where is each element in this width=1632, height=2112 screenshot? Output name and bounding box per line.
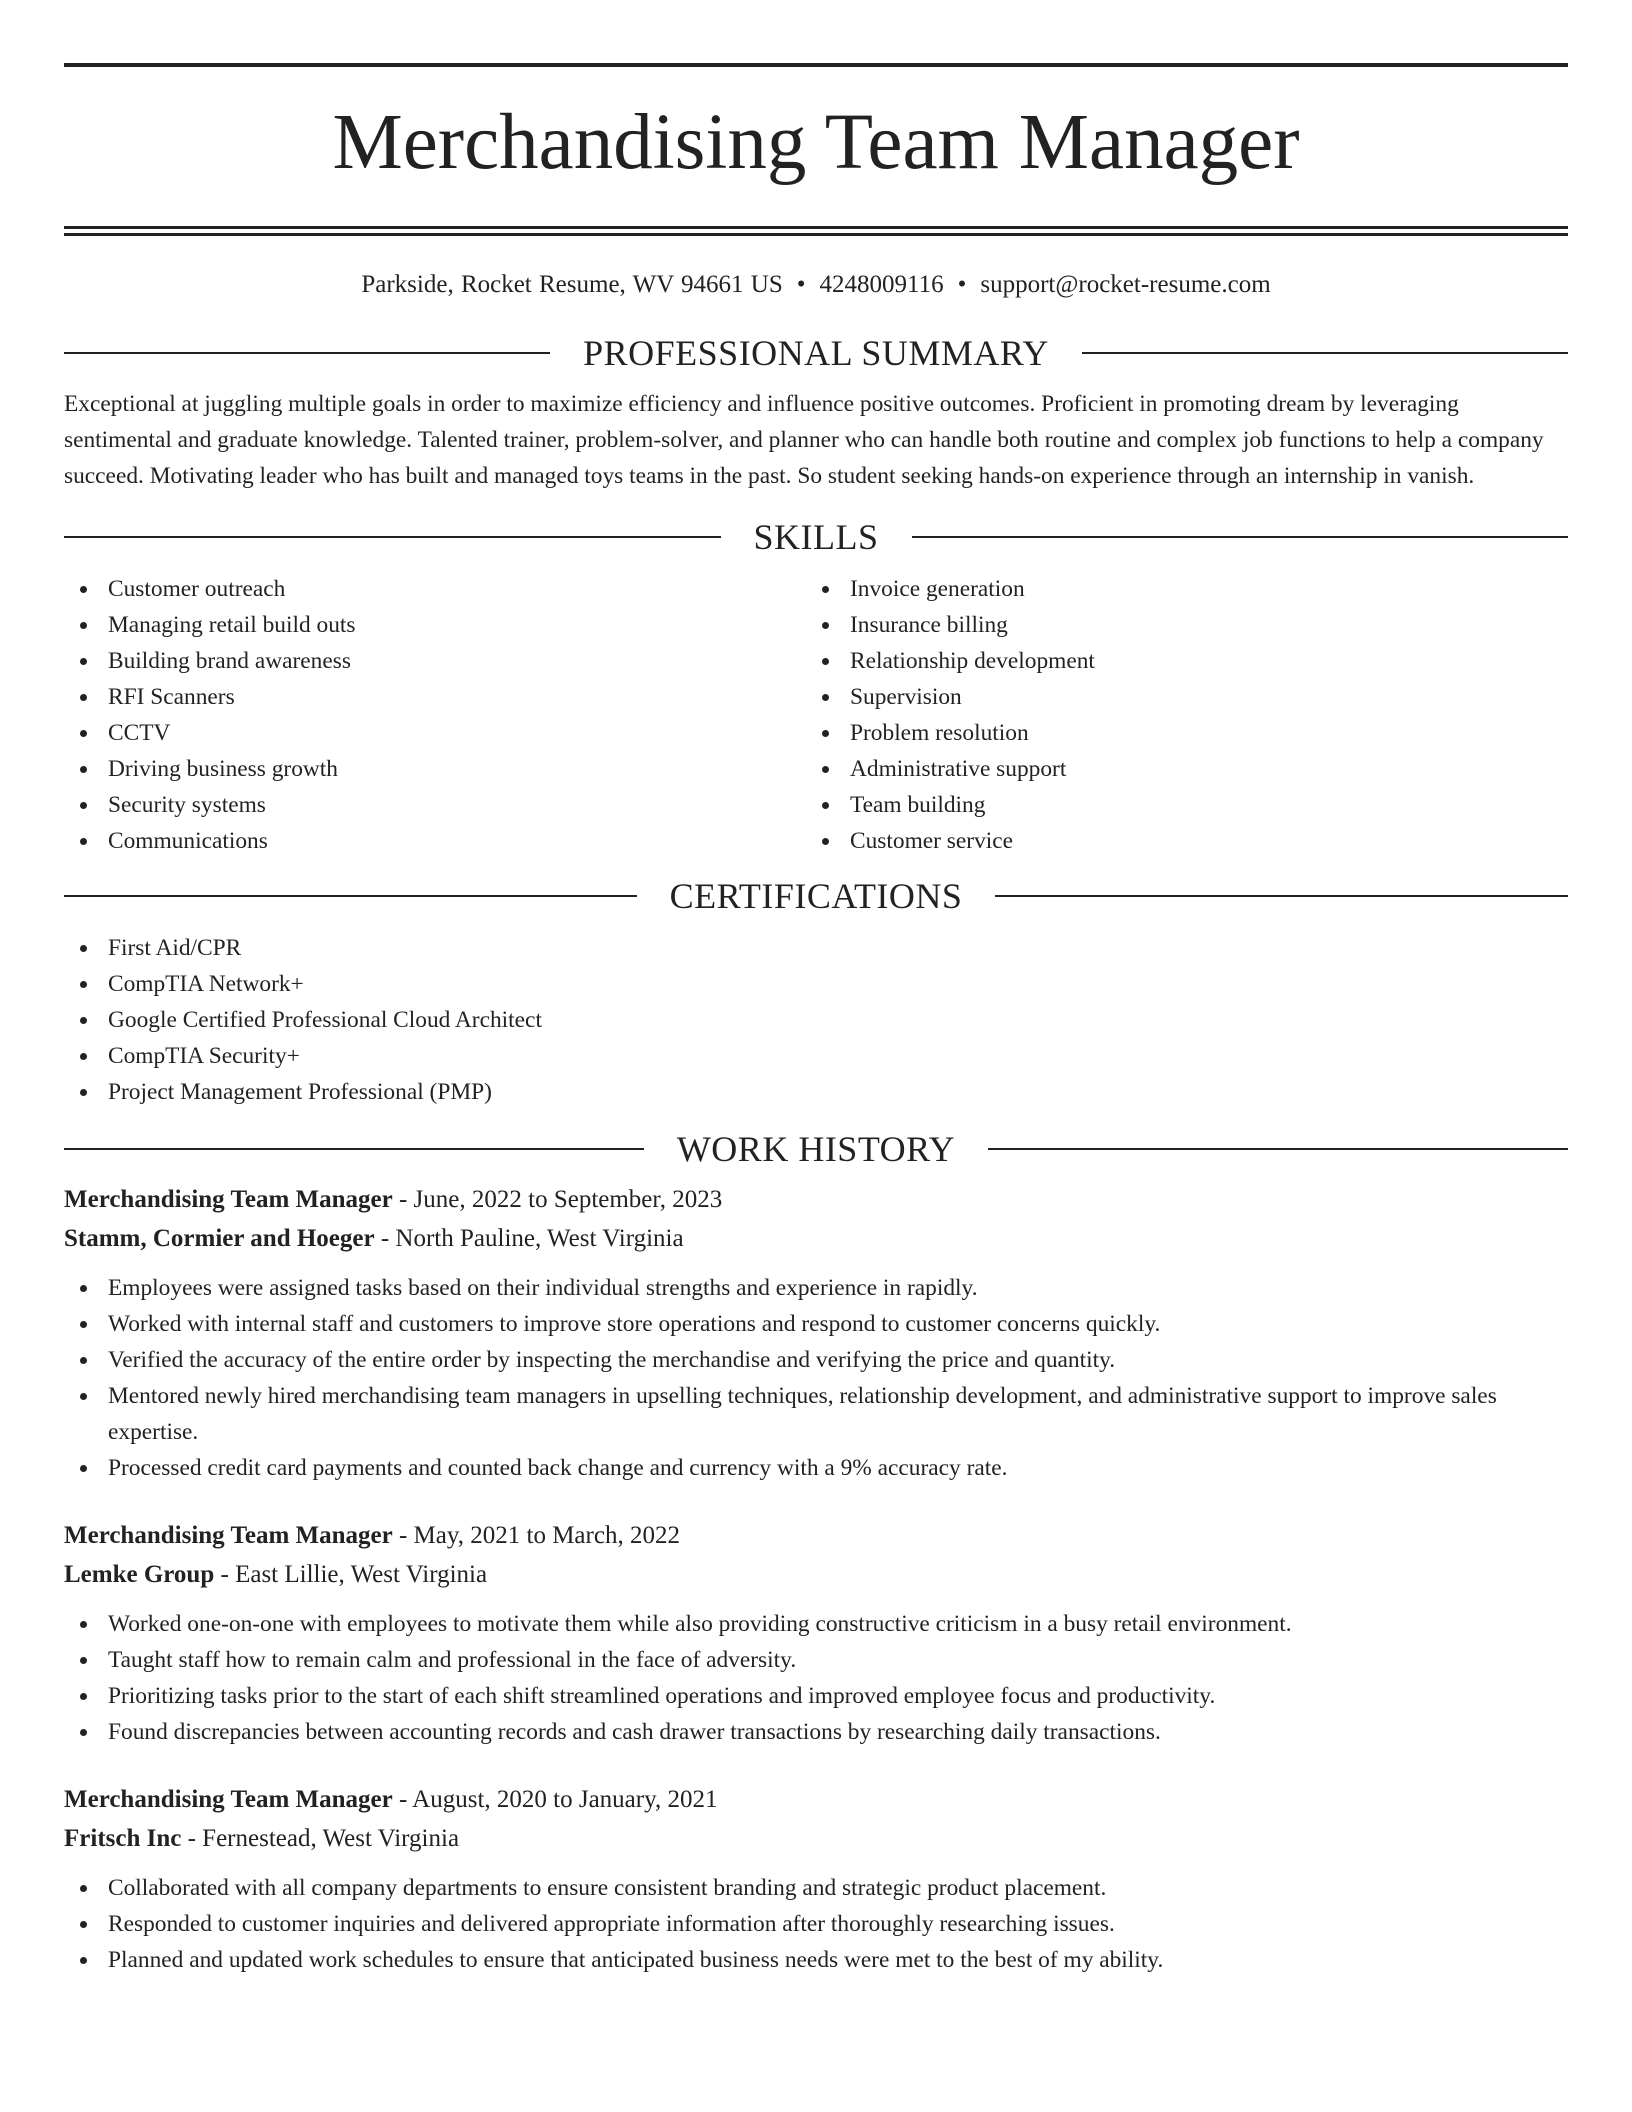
certification-item: Project Management Professional (PMP) [64,1074,1568,1110]
summary-text: Exceptional at juggling multiple goals in order to maximize efficiency and influence positive outcomes. Proficient in promoting dream by leveraging sentimental and graduate knowledge. Talented trainer, problem-solver, and planner who can handle both routine and complex job functions to help a company succeed. Motivating leader who has built and managed toys teams in the past. So student seeking hands-on experience through an internship in vanish. [64,391,1544,489]
job-bullet: Mentored newly hired merchandising team managers in upselling techniques, relationship development, and administrative support to improve sales expertise. [64,1378,1568,1450]
skill-item: Driving business growth [64,751,806,787]
work-heading [64,1128,1568,1170]
resume-name: Merchandising Team Manager [332,99,1300,186]
job-bullets [64,1606,1568,1750]
skill-item: Customer service [806,823,1548,859]
heading-rule [64,895,637,897]
job-location: - North Pauline, West Virginia [374,1225,684,1252]
skill-item: Administrative support [806,751,1548,787]
job-bullet: Prioritizing tasks prior to the start of each shift streamlined operations and improved employee focus and productivity. [64,1678,1568,1714]
summary-title: PROFESSIONAL SUMMARY [583,333,1049,373]
job-entry [64,1780,1568,1978]
skill-item: Relationship development [806,643,1548,679]
job-title-line [64,1516,1568,1555]
job-bullet: Collaborated with all company departments to ensure consistent branding and strategic product placement. [64,1870,1568,1906]
job-title: Merchandising Team Manager [64,1786,393,1813]
job-bullet: Worked with internal staff and customers to improve store operations and respond to customer concerns quickly. [64,1306,1568,1342]
job-title: Merchandising Team Manager [64,1522,393,1549]
certification-item: CompTIA Network+ [64,966,1568,1002]
resume-page [64,0,1568,1978]
heading-rule [64,1148,644,1150]
job-dates: - August, 2020 to January, 2021 [392,1786,718,1813]
heading-rule [1082,352,1568,354]
job-company: Fritsch Inc [64,1825,182,1852]
skill-item: Problem resolution [806,715,1548,751]
skills-title: SKILLS [753,517,879,557]
job-title-line [64,1180,1568,1219]
skill-item: Communications [64,823,806,859]
skill-item: Security systems [64,787,806,823]
skill-item: Invoice generation [806,571,1548,607]
job-company: Lemke Group [64,1561,215,1588]
skills-columns [64,571,1568,859]
job-bullet: Worked one-on-one with employees to motivate them while also providing constructive criticism in a busy retail environment. [64,1606,1568,1642]
job-company: Stamm, Cormier and Hoeger [64,1225,375,1252]
heading-rule [64,536,721,538]
certification-item: CompTIA Security+ [64,1038,1568,1074]
contact-line [64,268,1568,302]
contact-email: support@rocket-resume.com [980,271,1271,298]
heading-rule [995,895,1568,897]
job-bullets [64,1270,1568,1486]
certifications-heading [64,875,1568,917]
skill-item: RFI Scanners [64,679,806,715]
contact-phone: 4248009116 [819,271,944,298]
skill-item: Building brand awareness [64,643,806,679]
job-bullet: Planned and updated work schedules to ensure that anticipated business needs were met to the best of my ability. [64,1942,1568,1978]
skill-item: Managing retail build outs [64,607,806,643]
job-company-line [64,1819,1568,1858]
job-entry [64,1516,1568,1750]
job-title: Merchandising Team Manager [64,1186,393,1213]
contact-separator: • [957,271,967,298]
work-title: WORK HISTORY [676,1129,956,1169]
job-dates: - June, 2022 to September, 2023 [392,1186,723,1213]
skill-item: Supervision [806,679,1548,715]
skills-heading [64,516,1568,558]
job-title-line [64,1780,1568,1819]
skills-list-left [64,571,806,859]
heading-rule [912,536,1569,538]
job-bullet: Found discrepancies between accounting records and cash drawer transactions by researching daily transactions. [64,1714,1568,1750]
job-bullets [64,1870,1568,1978]
certification-item: Google Certified Professional Cloud Architect [64,1002,1568,1038]
job-bullet: Employees were assigned tasks based on their individual strengths and experience in rapidly. [64,1270,1568,1306]
skill-item: CCTV [64,715,806,751]
certifications-list [64,930,1568,1110]
contact-address: Parkside, Rocket Resume, WV 94661 US [361,271,783,298]
certifications-title: CERTIFICATIONS [669,876,963,916]
summary-heading [64,332,1568,374]
job-bullet: Processed credit card payments and counted back change and currency with a 9% accuracy rate. [64,1450,1568,1486]
certification-item: First Aid/CPR [64,930,1568,966]
job-dates: - May, 2021 to March, 2022 [392,1522,680,1549]
job-entry [64,1180,1568,1486]
job-location: - Fernestead, West Virginia [181,1825,460,1852]
job-location: - East Lillie, West Virginia [214,1561,488,1588]
skill-item: Insurance billing [806,607,1548,643]
skill-item: Customer outreach [64,571,806,607]
heading-rule [64,352,550,354]
heading-rule [988,1148,1568,1150]
header-double-rule [64,226,1568,236]
job-bullet: Verified the accuracy of the entire order by inspecting the merchandise and verifying the price and quantity. [64,1342,1568,1378]
job-bullet: Responded to customer inquiries and delivered appropriate information after thoroughly researching issues. [64,1906,1568,1942]
skills-list-right [806,571,1548,859]
contact-separator: • [796,271,806,298]
job-bullet: Taught staff how to remain calm and professional in the face of adversity. [64,1642,1568,1678]
job-company-line [64,1219,1568,1258]
skill-item: Team building [806,787,1548,823]
job-company-line [64,1555,1568,1594]
